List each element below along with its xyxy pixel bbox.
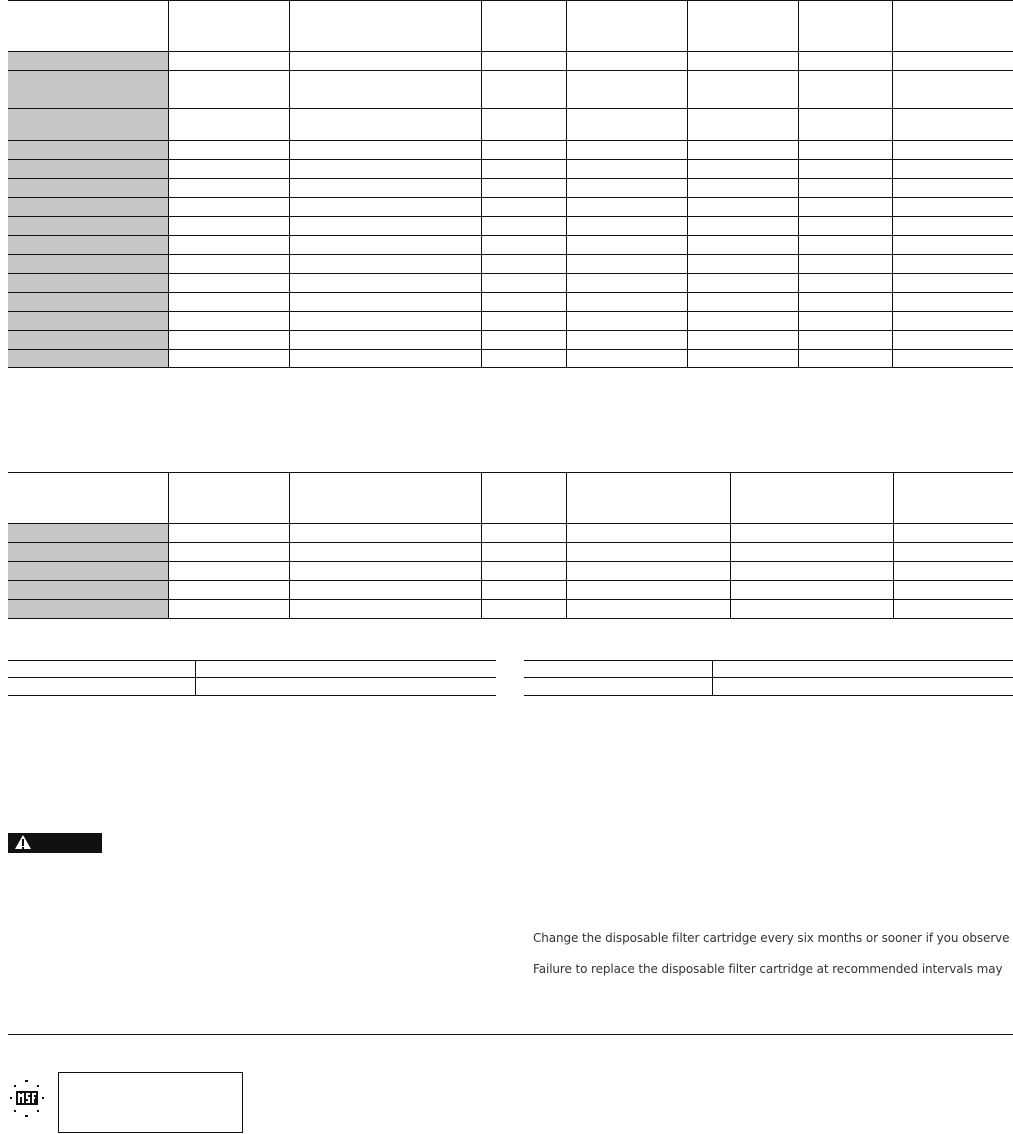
table-cell bbox=[289, 581, 481, 599]
table-cell bbox=[566, 141, 687, 159]
row-header-cell bbox=[8, 236, 168, 254]
table-cell bbox=[893, 600, 1013, 618]
table-cell bbox=[481, 524, 566, 542]
table-cell bbox=[168, 198, 289, 216]
table-cell bbox=[481, 71, 566, 108]
table-cell bbox=[481, 52, 566, 70]
header-cell bbox=[481, 473, 566, 523]
table-cell bbox=[168, 160, 289, 178]
table-cell bbox=[168, 71, 289, 108]
table-cell bbox=[524, 678, 712, 695]
header-cell bbox=[566, 1, 687, 51]
table-cell bbox=[289, 255, 481, 273]
table-row bbox=[8, 331, 1013, 350]
table-cell bbox=[481, 350, 566, 367]
row-header-cell bbox=[8, 293, 168, 311]
row-header-cell bbox=[8, 331, 168, 349]
table-cell bbox=[687, 217, 798, 235]
table-cell bbox=[687, 160, 798, 178]
table-cell bbox=[168, 141, 289, 159]
table-cell bbox=[289, 274, 481, 292]
table-cell bbox=[481, 236, 566, 254]
row-header-cell bbox=[8, 160, 168, 178]
header-cell bbox=[289, 473, 481, 523]
spec-table-right bbox=[524, 660, 1013, 696]
table-cell bbox=[481, 274, 566, 292]
table-cell bbox=[481, 141, 566, 159]
row-header-cell bbox=[8, 217, 168, 235]
header-cell bbox=[893, 473, 1013, 523]
table-cell bbox=[892, 217, 1013, 235]
table-cell bbox=[168, 236, 289, 254]
table-cell bbox=[712, 678, 1013, 695]
table-row bbox=[8, 179, 1013, 198]
row-header-cell bbox=[8, 581, 168, 599]
table-cell bbox=[892, 312, 1013, 330]
header-cell bbox=[566, 473, 730, 523]
caution-banner bbox=[8, 833, 102, 853]
table-cell bbox=[481, 179, 566, 197]
performance-table-1 bbox=[8, 0, 1013, 368]
table-cell bbox=[8, 678, 195, 695]
table-cell bbox=[730, 562, 893, 580]
table-cell bbox=[481, 255, 566, 273]
table-cell bbox=[687, 71, 798, 108]
row-header-cell bbox=[8, 543, 168, 561]
table-cell bbox=[168, 217, 289, 235]
table-cell bbox=[798, 293, 892, 311]
table-cell bbox=[289, 293, 481, 311]
replace-interval-note: Change the disposable filter cartridge every six months or sooner if you observe bbox=[533, 931, 1010, 945]
performance-table-2 bbox=[8, 472, 1013, 619]
row-header-cell bbox=[8, 350, 168, 367]
table-cell bbox=[566, 600, 730, 618]
row-header-cell bbox=[8, 141, 168, 159]
table-cell bbox=[289, 331, 481, 349]
table-cell bbox=[798, 312, 892, 330]
table-cell bbox=[687, 141, 798, 159]
table-row bbox=[8, 678, 496, 696]
table-cell bbox=[168, 179, 289, 197]
table-cell bbox=[892, 236, 1013, 254]
table-cell bbox=[892, 274, 1013, 292]
table-row bbox=[8, 293, 1013, 312]
table-cell bbox=[798, 217, 892, 235]
table-cell bbox=[730, 543, 893, 561]
table-cell bbox=[798, 52, 892, 70]
spec-table-left bbox=[8, 660, 496, 696]
table-cell bbox=[566, 331, 687, 349]
table-cell bbox=[481, 581, 566, 599]
table-cell bbox=[892, 293, 1013, 311]
table-cell bbox=[566, 71, 687, 108]
model-label-box bbox=[58, 1072, 243, 1133]
table-cell bbox=[289, 52, 481, 70]
row-header-cell bbox=[8, 71, 168, 108]
table-cell bbox=[289, 217, 481, 235]
table-cell bbox=[687, 109, 798, 140]
table-cell bbox=[168, 52, 289, 70]
table-cell bbox=[687, 52, 798, 70]
table-cell bbox=[481, 331, 566, 349]
table-cell bbox=[730, 524, 893, 542]
table-cell bbox=[168, 600, 289, 618]
table-cell bbox=[289, 71, 481, 108]
table-cell bbox=[168, 312, 289, 330]
table-cell bbox=[481, 312, 566, 330]
table-cell bbox=[481, 562, 566, 580]
table-row bbox=[8, 198, 1013, 217]
table-cell bbox=[566, 198, 687, 216]
table-cell bbox=[566, 255, 687, 273]
table-cell bbox=[168, 562, 289, 580]
table-cell bbox=[893, 524, 1013, 542]
table-cell bbox=[8, 661, 195, 677]
row-header-cell bbox=[8, 274, 168, 292]
table-cell bbox=[481, 293, 566, 311]
header-cell bbox=[8, 473, 168, 523]
table-cell bbox=[289, 600, 481, 618]
table-cell bbox=[481, 217, 566, 235]
table-row bbox=[8, 312, 1013, 331]
table-cell bbox=[168, 293, 289, 311]
table-cell bbox=[892, 160, 1013, 178]
row-header-cell bbox=[8, 524, 168, 542]
header-cell bbox=[8, 1, 168, 51]
table-row bbox=[524, 660, 1013, 678]
header-cell bbox=[481, 1, 566, 51]
table-cell bbox=[168, 543, 289, 561]
table-cell bbox=[168, 109, 289, 140]
footer-divider bbox=[8, 1034, 1013, 1035]
table-row bbox=[8, 109, 1013, 141]
table-cell bbox=[798, 274, 892, 292]
table-cell bbox=[687, 274, 798, 292]
table-cell bbox=[566, 274, 687, 292]
table-cell bbox=[289, 109, 481, 140]
table-cell bbox=[566, 109, 687, 140]
header-cell bbox=[687, 1, 798, 51]
table-cell bbox=[712, 661, 1013, 677]
table-cell bbox=[893, 543, 1013, 561]
table-cell bbox=[687, 331, 798, 349]
table-row bbox=[8, 562, 1013, 581]
table-header-row bbox=[8, 472, 1013, 524]
table-row bbox=[8, 71, 1013, 109]
header-cell bbox=[892, 1, 1013, 51]
table-row bbox=[8, 543, 1013, 562]
table-cell bbox=[168, 524, 289, 542]
table-cell bbox=[481, 160, 566, 178]
table-cell bbox=[687, 198, 798, 216]
table-cell bbox=[566, 52, 687, 70]
row-header-cell bbox=[8, 562, 168, 580]
table-cell bbox=[892, 141, 1013, 159]
table-cell bbox=[687, 312, 798, 330]
table-cell bbox=[798, 331, 892, 349]
table-cell bbox=[566, 524, 730, 542]
table-cell bbox=[289, 312, 481, 330]
table-row bbox=[8, 600, 1013, 619]
table-row bbox=[8, 236, 1013, 255]
table-cell bbox=[566, 293, 687, 311]
row-header-cell bbox=[8, 109, 168, 140]
row-header-cell bbox=[8, 198, 168, 216]
table-cell bbox=[168, 274, 289, 292]
table-cell bbox=[566, 179, 687, 197]
table-cell bbox=[566, 543, 730, 561]
table-cell bbox=[289, 198, 481, 216]
table-cell bbox=[168, 350, 289, 367]
table-cell bbox=[798, 198, 892, 216]
header-cell bbox=[730, 473, 893, 523]
table-row bbox=[8, 160, 1013, 179]
table-row bbox=[8, 52, 1013, 71]
table-cell bbox=[566, 350, 687, 367]
table-cell bbox=[168, 581, 289, 599]
table-cell bbox=[892, 255, 1013, 273]
table-cell bbox=[566, 312, 687, 330]
table-cell bbox=[687, 255, 798, 273]
table-cell bbox=[289, 543, 481, 561]
table-cell bbox=[893, 562, 1013, 580]
table-row bbox=[8, 255, 1013, 274]
table-row bbox=[8, 581, 1013, 600]
table-cell bbox=[566, 217, 687, 235]
table-cell bbox=[481, 198, 566, 216]
table-cell bbox=[289, 179, 481, 197]
header-cell bbox=[798, 1, 892, 51]
table-cell bbox=[195, 661, 496, 677]
header-cell bbox=[168, 473, 289, 523]
table-cell bbox=[892, 350, 1013, 367]
row-header-cell bbox=[8, 600, 168, 618]
table-cell bbox=[289, 350, 481, 367]
table-cell bbox=[195, 678, 496, 695]
row-header-cell bbox=[8, 255, 168, 273]
failure-warning-note: Failure to replace the disposable filter cartridge at recommended intervals may bbox=[533, 962, 1003, 976]
row-header-cell bbox=[8, 52, 168, 70]
table-cell bbox=[893, 581, 1013, 599]
table-cell bbox=[798, 350, 892, 367]
table-cell bbox=[481, 109, 566, 140]
table-cell bbox=[798, 160, 892, 178]
table-cell bbox=[892, 198, 1013, 216]
table-cell bbox=[892, 109, 1013, 140]
header-cell bbox=[168, 1, 289, 51]
table-cell bbox=[892, 179, 1013, 197]
table-cell bbox=[892, 331, 1013, 349]
header-cell bbox=[289, 1, 481, 51]
table-cell bbox=[687, 179, 798, 197]
table-cell bbox=[289, 524, 481, 542]
table-cell bbox=[566, 581, 730, 599]
table-cell bbox=[289, 562, 481, 580]
table-cell bbox=[566, 562, 730, 580]
table-cell bbox=[730, 581, 893, 599]
table-cell bbox=[798, 141, 892, 159]
table-cell bbox=[289, 160, 481, 178]
table-cell bbox=[168, 255, 289, 273]
table-cell bbox=[289, 236, 481, 254]
table-cell bbox=[566, 236, 687, 254]
table-header-row bbox=[8, 0, 1013, 52]
table-cell bbox=[892, 52, 1013, 70]
table-row bbox=[8, 660, 496, 678]
table-cell bbox=[524, 661, 712, 677]
table-row bbox=[524, 678, 1013, 696]
table-row bbox=[8, 141, 1013, 160]
table-cell bbox=[289, 141, 481, 159]
table-cell bbox=[798, 109, 892, 140]
table-cell bbox=[892, 71, 1013, 108]
table-cell bbox=[730, 600, 893, 618]
nsf-logo-icon bbox=[10, 1080, 44, 1118]
row-header-cell bbox=[8, 179, 168, 197]
table-cell bbox=[687, 236, 798, 254]
table-cell bbox=[798, 71, 892, 108]
table-cell bbox=[168, 331, 289, 349]
table-cell bbox=[798, 236, 892, 254]
table-row bbox=[8, 217, 1013, 236]
table-row bbox=[8, 274, 1013, 293]
table-cell bbox=[798, 255, 892, 273]
table-cell bbox=[798, 179, 892, 197]
row-header-cell bbox=[8, 312, 168, 330]
table-cell bbox=[481, 543, 566, 561]
table-cell bbox=[687, 350, 798, 367]
table-row bbox=[8, 524, 1013, 543]
table-cell bbox=[481, 600, 566, 618]
table-row bbox=[8, 350, 1013, 368]
table-cell bbox=[687, 293, 798, 311]
table-cell bbox=[566, 160, 687, 178]
